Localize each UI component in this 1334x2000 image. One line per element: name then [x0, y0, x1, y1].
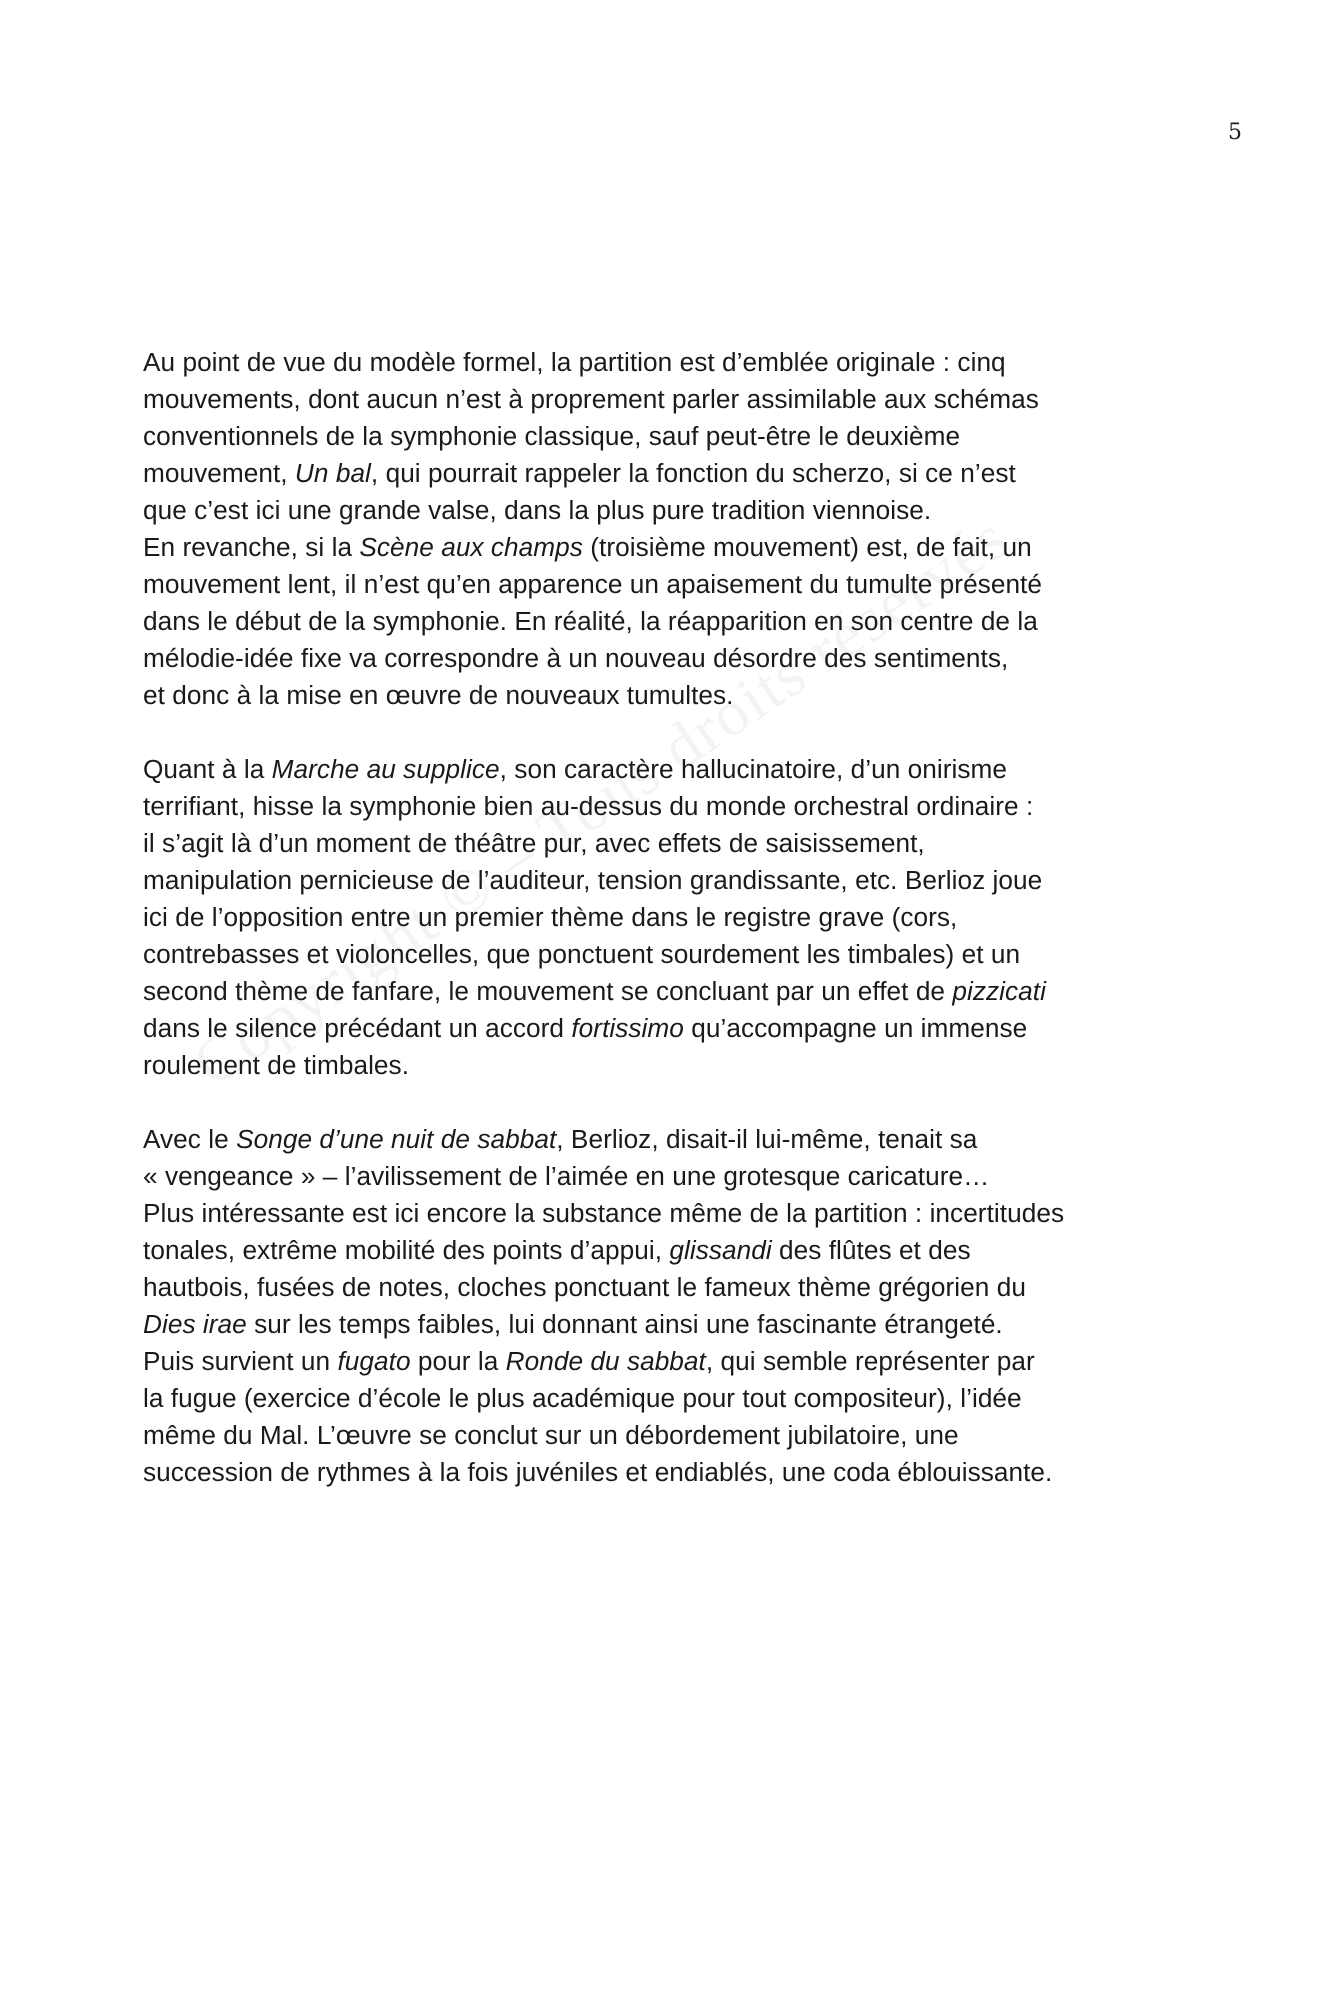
- text-line: [143, 529, 1203, 566]
- italic-title: fortissimo: [571, 1013, 684, 1043]
- text-segment: « vengeance » – l’avilissement de l’aimée en une grotesque caricature…: [143, 1161, 990, 1191]
- text-line: [143, 788, 1203, 825]
- text-line: [143, 1047, 1203, 1084]
- italic-title: pizzicati: [952, 976, 1046, 1006]
- text-line: [143, 1158, 1203, 1195]
- text-segment: dans le silence précédant un accord: [143, 1013, 572, 1043]
- italic-title: fugato: [337, 1346, 411, 1376]
- text-segment: En revanche, si la: [143, 532, 360, 562]
- text-segment: , Berlioz, disait-il lui-même, tenait sa: [556, 1124, 978, 1154]
- text-line: [143, 640, 1203, 677]
- text-segment: Plus intéressante est ici encore la substance même de la partition : incertitudes: [143, 1198, 1065, 1228]
- paragraph: [143, 1121, 1203, 1491]
- page-number: 5: [1228, 120, 1242, 145]
- text-segment: et donc à la mise en œuvre de nouveaux tumultes.: [143, 680, 734, 710]
- text-segment: hautbois, fusées de notes, cloches ponctuant le fameux thème grégorien du: [143, 1272, 1026, 1302]
- text-segment: mouvements, dont aucun n’est à proprement parler assimilable aux schémas: [143, 384, 1039, 414]
- text-segment: succession de rythmes à la fois juvéniles et endiablés, une coda éblouissante.: [143, 1457, 1053, 1487]
- text-segment: contrebasses et violoncelles, que ponctuent sourdement les timbales) et un: [143, 939, 1021, 969]
- text-segment: ici de l’opposition entre un premier thème dans le registre grave (cors,: [143, 902, 958, 932]
- text-line: [143, 344, 1203, 381]
- text-segment: sur les temps faibles, lui donnant ainsi une fascinante étrangeté.: [246, 1309, 1003, 1339]
- text-line: [143, 1269, 1203, 1306]
- text-line: [143, 418, 1203, 455]
- text-line: [143, 1010, 1203, 1047]
- paragraph: [143, 529, 1203, 714]
- text-segment: des flûtes et des: [771, 1235, 971, 1265]
- text-line: [143, 751, 1203, 788]
- italic-title: glissandi: [669, 1235, 772, 1265]
- text-line: [143, 973, 1203, 1010]
- text-segment: , qui semble représenter par: [705, 1346, 1035, 1376]
- text-line: [143, 1343, 1203, 1380]
- text-segment: pour la: [410, 1346, 506, 1376]
- paragraph: [143, 344, 1203, 529]
- text-segment: mouvement,: [143, 458, 295, 488]
- text-segment: , qui pourrait rappeler la fonction du scherzo, si ce n’est: [370, 458, 1016, 488]
- body-text: [143, 344, 1203, 1491]
- text-segment: mouvement lent, il n’est qu’en apparence un apaisement du tumulte présenté: [143, 569, 1042, 599]
- text-segment: même du Mal. L’œuvre se conclut sur un débordement jubilatoire, une: [143, 1420, 959, 1450]
- text-segment: conventionnels de la symphonie classique, sauf peut-être le deuxième: [143, 421, 961, 451]
- text-segment: Avec le: [143, 1124, 237, 1154]
- text-segment: tonales, extrême mobilité des points d’appui,: [143, 1235, 670, 1265]
- text-line: [143, 566, 1203, 603]
- text-segment: Puis survient un: [143, 1346, 338, 1376]
- text-segment: qu’accompagne un immense: [683, 1013, 1028, 1043]
- text-segment: que c’est ici une grande valse, dans la plus pure tradition viennoise.: [143, 495, 932, 525]
- text-line: [143, 1454, 1203, 1491]
- italic-title: Dies irae: [143, 1309, 247, 1339]
- text-line: [143, 1121, 1203, 1158]
- text-line: [143, 825, 1203, 862]
- italic-title: Marche au supplice: [271, 754, 500, 784]
- text-line: [143, 1417, 1203, 1454]
- text-segment: la fugue (exercice d’école le plus académique pour tout compositeur), l’idée: [143, 1383, 1022, 1413]
- text-segment: (troisième mouvement) est, de fait, un: [582, 532, 1032, 562]
- text-line: [143, 1195, 1203, 1232]
- italic-title: Songe d’une nuit de sabbat: [236, 1124, 557, 1154]
- italic-title: Un bal: [294, 458, 371, 488]
- text-segment: Quant à la: [143, 754, 272, 784]
- text-line: [143, 603, 1203, 640]
- text-line: [143, 1306, 1203, 1343]
- text-line: [143, 899, 1203, 936]
- text-line: [143, 455, 1203, 492]
- italic-title: Scène aux champs: [359, 532, 583, 562]
- text-line: [143, 1232, 1203, 1269]
- text-segment: second thème de fanfare, le mouvement se concluant par un effet de: [143, 976, 953, 1006]
- text-segment: mélodie-idée fixe va correspondre à un nouveau désordre des sentiments,: [143, 643, 1009, 673]
- text-segment: il s’agit là d’un moment de théâtre pur, avec effets de saisissement,: [143, 828, 925, 858]
- text-segment: , son caractère hallucinatoire, d’un onirisme: [499, 754, 1007, 784]
- text-segment: Au point de vue du modèle formel, la partition est d’emblée originale : cinq: [143, 347, 1006, 377]
- text-segment: terrifiant, hisse la symphonie bien au-dessus du monde orchestral ordinaire :: [143, 791, 1034, 821]
- text-line: [143, 1380, 1203, 1417]
- paragraph: [143, 751, 1203, 1084]
- text-line: [143, 862, 1203, 899]
- text-line: [143, 492, 1203, 529]
- text-segment: dans le début de la symphonie. En réalité, la réapparition en son centre de la: [143, 606, 1038, 636]
- text-line: [143, 677, 1203, 714]
- text-segment: roulement de timbales.: [143, 1050, 410, 1080]
- text-line: [143, 381, 1203, 418]
- text-segment: manipulation pernicieuse de l’auditeur, tension grandissante, etc. Berlioz joue: [143, 865, 1043, 895]
- text-line: [143, 936, 1203, 973]
- italic-title: Ronde du sabbat: [505, 1346, 706, 1376]
